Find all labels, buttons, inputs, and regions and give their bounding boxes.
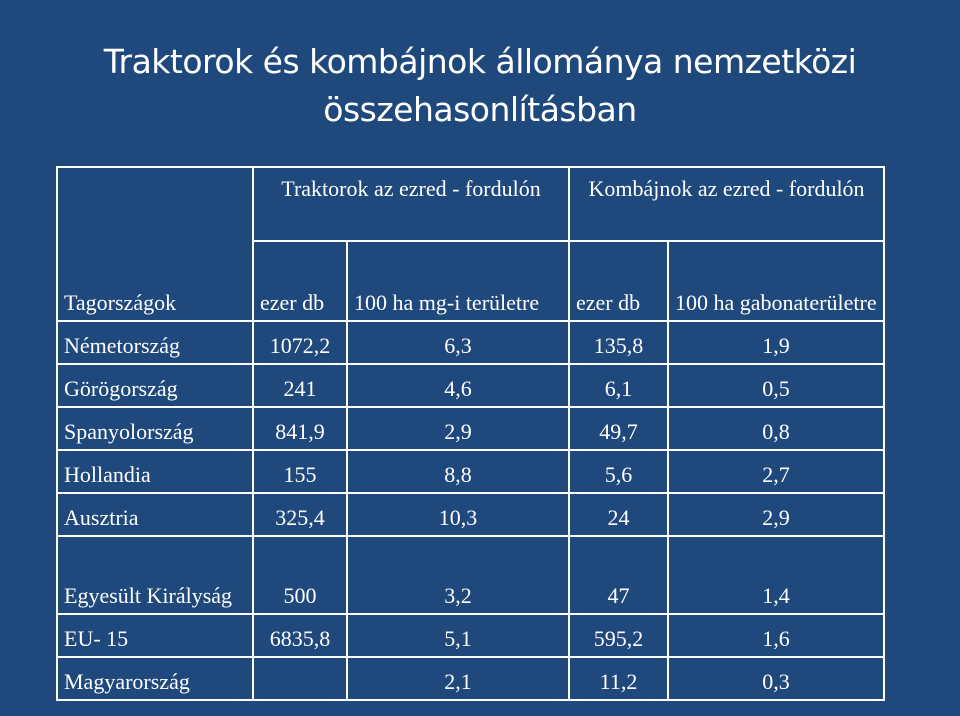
combines-count-cell: 135,8: [569, 321, 668, 364]
combines-count-cell: 5,6: [569, 450, 668, 493]
country-cell: Görögország: [57, 364, 253, 407]
tractors-density-cell: 10,3: [347, 493, 569, 536]
tractors-count-cell: [253, 657, 347, 700]
combines-density-cell: 1,9: [668, 321, 884, 364]
table-row: [57, 364, 884, 407]
combines-density-cell: 0,3: [668, 657, 884, 700]
tractors-count-cell: 500: [253, 536, 347, 614]
comparison-table: [56, 166, 885, 701]
country-cell: Ausztria: [57, 493, 253, 536]
table-row: [57, 321, 884, 364]
combines-count-cell: 595,2: [569, 614, 668, 657]
combines-density-header: 100 ha gabonaterületre: [668, 241, 884, 321]
tractors-count-header: ezer db: [253, 241, 347, 321]
table-row: [57, 536, 884, 614]
country-cell: EU- 15: [57, 614, 253, 657]
country-cell: Spanyolország: [57, 407, 253, 450]
combines-density-cell: 0,5: [668, 364, 884, 407]
country-cell: Németország: [57, 321, 253, 364]
tractors-group-header: Traktorok az ezred - fordulón: [253, 167, 569, 241]
tractors-count-cell: 841,9: [253, 407, 347, 450]
combines-group-header: Kombájnok az ezred - fordulón: [569, 167, 884, 241]
tractors-density-cell: 2,9: [347, 407, 569, 450]
table-row: [57, 450, 884, 493]
combines-density-cell: 1,6: [668, 614, 884, 657]
combines-density-cell: 2,9: [668, 493, 884, 536]
combines-count-cell: 24: [569, 493, 668, 536]
combines-density-cell: 2,7: [668, 450, 884, 493]
corner-header: Tagországok: [57, 167, 253, 321]
combines-count-cell: 47: [569, 536, 668, 614]
table-row: [57, 614, 884, 657]
table-row: [57, 407, 884, 450]
tractors-density-cell: 6,3: [347, 321, 569, 364]
combines-density-cell: 0,8: [668, 407, 884, 450]
country-cell: Magyarország: [57, 657, 253, 700]
country-cell: Egyesült Királyság: [57, 536, 253, 614]
combines-count-cell: 49,7: [569, 407, 668, 450]
tractors-count-cell: 1072,2: [253, 321, 347, 364]
slide-title: Traktorok és kombájnok állománya nemzetközi összehasonlításban: [103, 42, 857, 129]
tractors-density-cell: 4,6: [347, 364, 569, 407]
tractors-density-header: 100 ha mg-i területre: [347, 241, 569, 321]
combines-count-cell: 11,2: [569, 657, 668, 700]
table-row: [57, 493, 884, 536]
combines-count-header: ezer db: [569, 241, 668, 321]
table-header-row-groups: [57, 167, 884, 241]
tractors-density-cell: 2,1: [347, 657, 569, 700]
tractors-density-cell: 3,2: [347, 536, 569, 614]
combines-count-cell: 6,1: [569, 364, 668, 407]
tractors-count-cell: 241: [253, 364, 347, 407]
country-cell: Hollandia: [57, 450, 253, 493]
tractors-count-cell: 6835,8: [253, 614, 347, 657]
tractors-count-cell: 155: [253, 450, 347, 493]
combines-density-cell: 1,4: [668, 536, 884, 614]
table-row: [57, 657, 884, 700]
tractors-count-cell: 325,4: [253, 493, 347, 536]
tractors-density-cell: 8,8: [347, 450, 569, 493]
tractors-density-cell: 5,1: [347, 614, 569, 657]
